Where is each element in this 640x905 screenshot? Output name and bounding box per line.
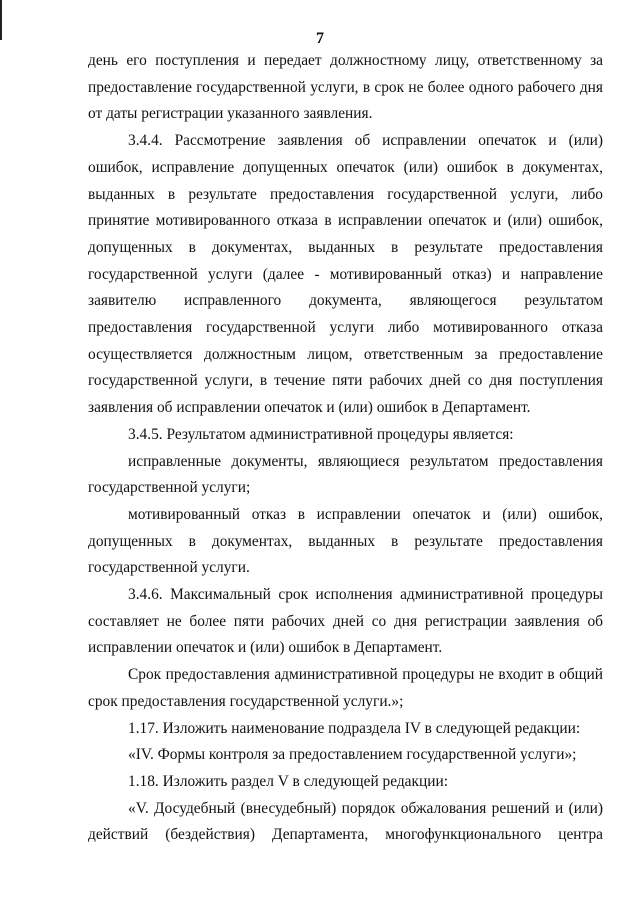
paragraph-3-4-4: 3.4.4. Рассмотрение заявления об исправлении опечаток и (или) ошибок, исправление допущенных опечаток (или) ошибок в документах, выданных в результате предоставления государственной услуги, либо принятие мотивированного отказа в исправлении опечаток и (или) ошибок, допущенных в документах, выданных в результате предоставления государственной услуги (далее - мотивированный отказ) и направление заявителю исправленного документа, являющегося результатом предоставления государственной услуги либо мотивированного отказа осуществляется должностным лицом, ответственным за предоставление государственной услуги, в течение пяти рабочих дней со дня поступления заявления об исправлении опечаток и (или) ошибок в Департамент. bbox=[88, 132, 603, 417]
paragraph-term-note: Срок предоставления административной процедуры не входит в общий срок предоставления государственной услуги.»; bbox=[88, 666, 603, 710]
page-number: 7 bbox=[316, 30, 324, 47]
paragraph-section-v-title: «V. Досудебный (внесудебный) порядок обжалования решений и (или) действий (бездействия) Департамента, многофункционального центра bbox=[88, 799, 603, 844]
paragraph-1-17: 1.17. Изложить наименование подраздела IV в следующей редакции: bbox=[128, 719, 581, 737]
paragraph-1-18: 1.18. Изложить раздел V в следующей редакции: bbox=[128, 772, 448, 790]
paragraph-section-iv-title: «IV. Формы контроля за предоставлением государственной услуги»; bbox=[128, 746, 577, 764]
paragraph-result-corrected-docs: исправленные документы, являющиеся результатом предоставления государственной услуги; bbox=[88, 452, 603, 497]
document-body bbox=[88, 48, 603, 849]
paragraph-continuation: день его поступления и передает должностному лицу, ответственному за предоставление государственной услуги, в срок не более одного рабочего дня от даты регистрации указанного заявления. bbox=[88, 52, 603, 123]
paragraph-3-4-5: 3.4.5. Результатом административной процедуры является: bbox=[128, 425, 514, 443]
paragraph-result-refusal: мотивированный отказ в исправлении опечаток и (или) ошибок, допущенных в документах, выданных в результате предоставления государственной услуги. bbox=[88, 505, 603, 577]
paragraph-3-4-6: 3.4.6. Максимальный срок исполнения административной процедуры составляет не более пяти рабочих дней со дня регистрации заявления об исправлении опечаток и (или) ошибок в Департамент. bbox=[88, 586, 603, 657]
